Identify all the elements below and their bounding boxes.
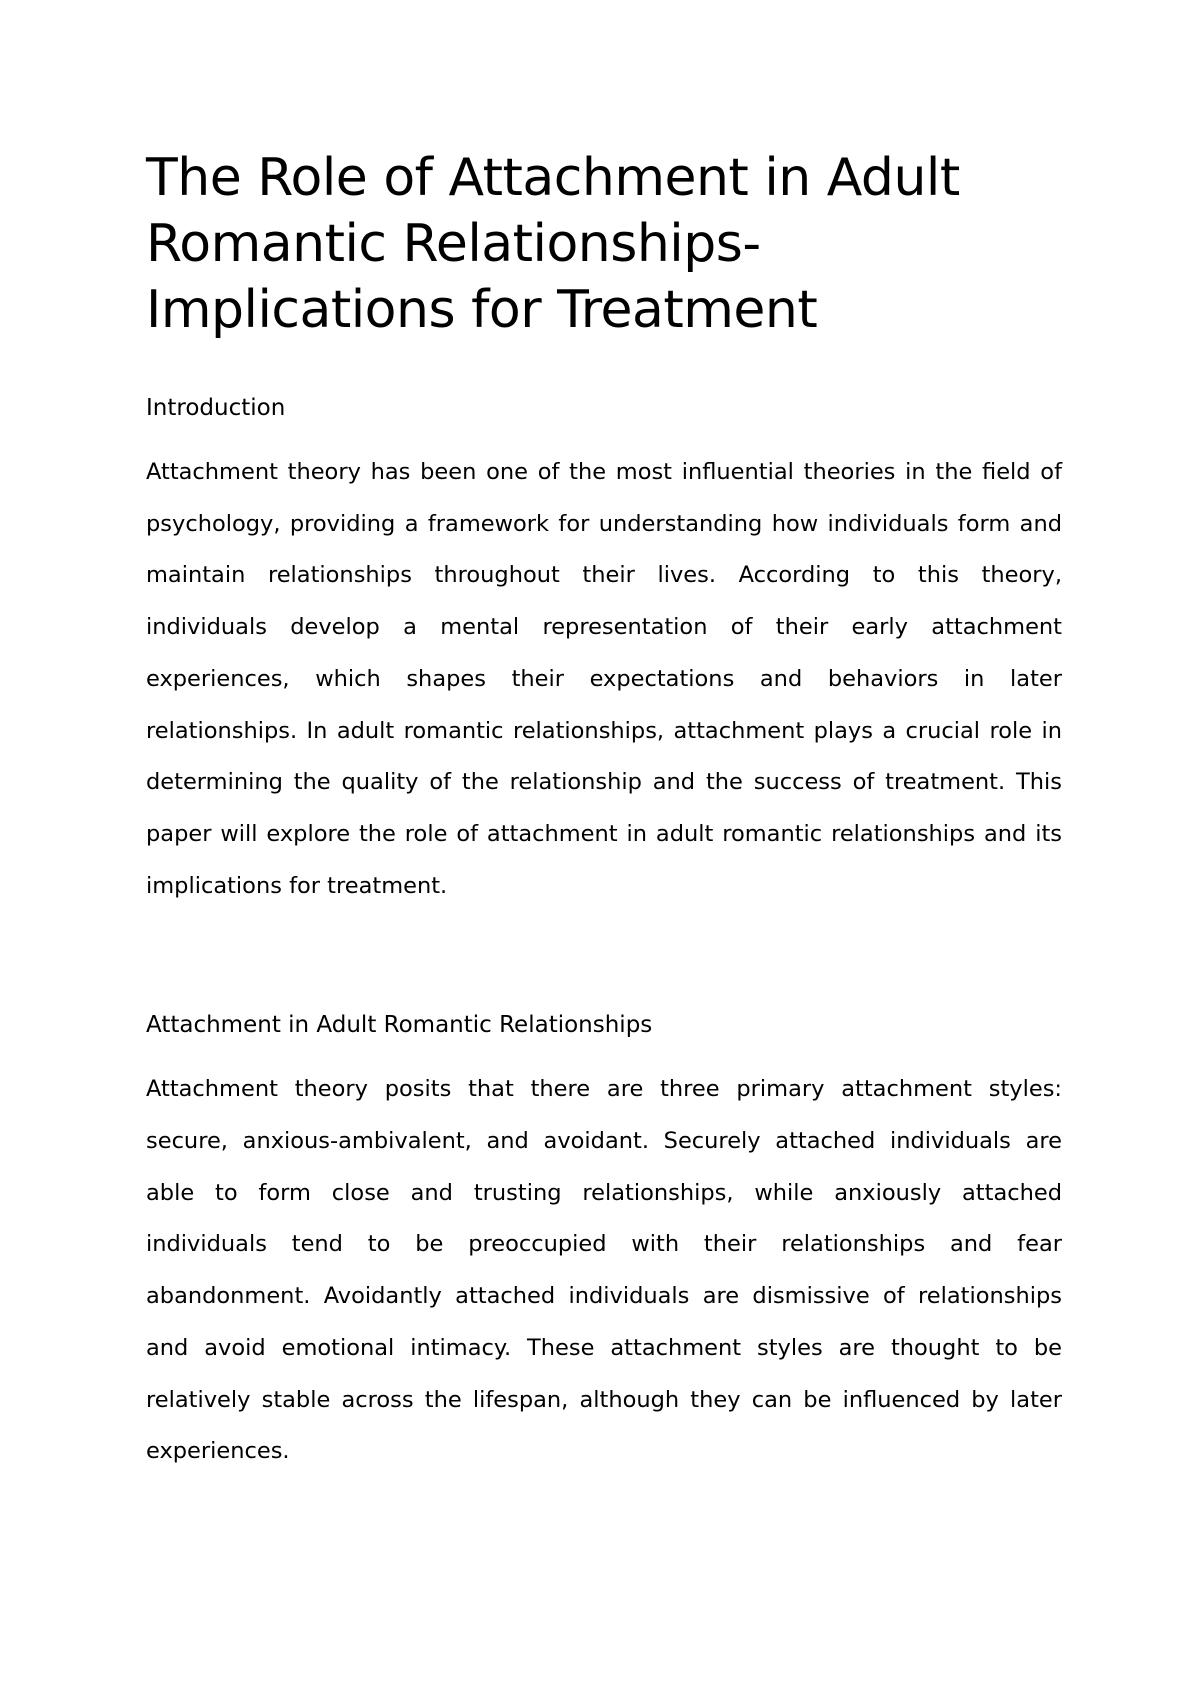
section-body-introduction: Attachment theory has been one of the most influential theories in the field of psychology, providing a framework for understanding how individuals form and maintain relationships throughout their lives. According to this theory, individuals develop a mental representation of their early attachment experiences, which shapes their expectations and behaviors in later relationships. In adult romantic relationships, attachment plays a crucial role in determining the quality of the relationship and the success of treatment. This paper will explore the role of attachment in adult romantic relationships and its implications for treatment. [146,459,1062,899]
section-heading-introduction: Introduction [146,395,286,421]
document-content [146,145,1062,1478]
section-body-attachment: Attachment theory posits that there are three primary attachment styles: secure, anxious-ambivalent, and avoidant. Securely attached individuals are able to form close and trusting relationships, while anxiously attached individuals tend to be preoccupied with their relationships and fear abandonment. Avoidantly attached individuals are dismissive of relationships and avoid emotional intimacy. These attachment styles are thought to be relatively stable across the lifespan, although they can be influenced by later experiences. [146,1076,1062,1465]
document-title: The Role of Attachment in Adult Romantic Relationships- Implications for Treatment [146,148,960,340]
section-heading-attachment: Attachment in Adult Romantic Relationships [146,1012,653,1039]
